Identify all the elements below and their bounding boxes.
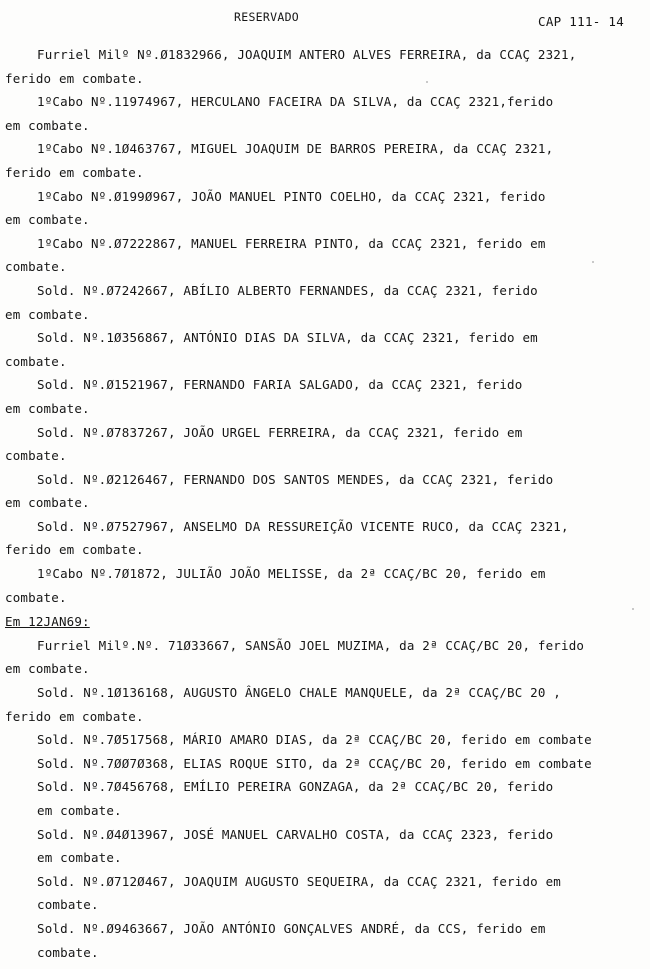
- document-body: [5, 43, 650, 964]
- entry-line: em combate.: [5, 306, 90, 322]
- entry-line: em combate.: [5, 212, 90, 228]
- entry-line: Sold. Nº.Ø2126467, FERNANDO DOS SANTOS MENDES, da CCAÇ 2321, ferido: [37, 471, 554, 487]
- entry-line: Sold. Nº.Ø4Ø13967, JOSÉ MANUEL CARVALHO COSTA, da CCAÇ 2323, ferido: [37, 826, 554, 842]
- paper-speck: [426, 81, 428, 83]
- entry-line: 1ºCabo Nº.Ø199Ø967, JOÃO MANUEL PINTO COELHO, da CCAÇ 2321, ferido: [37, 188, 546, 204]
- entry-line: Sold. Nº.7ØØ7Ø368, ELIAS ROQUE SITO, da 2ª CCAÇ/BC 20, ferido em combate: [37, 755, 592, 771]
- entry-line: ferido em combate.: [5, 708, 144, 724]
- entry-line: em combate.: [37, 803, 122, 818]
- entry-line: combate.: [5, 589, 67, 605]
- page-reference: CAP 111- 14: [538, 14, 625, 29]
- entry-line: combate.: [37, 944, 99, 960]
- entry-line: combate.: [5, 259, 67, 275]
- entry-line: Sold. Nº.7Ø456768, EMÍLIO PEREIRA GONZAGA, da 2ª CCAÇ/BC 20, ferido: [37, 779, 554, 795]
- entry-line: Sold. Nº.Ø7242667, ABÍLIO ALBERTO FERNANDES, da CCAÇ 2321, ferido: [37, 282, 538, 298]
- entry-line: 1ºCabo Nº.11974967, HERCULANO FACEIRA DA SILVA, da CCAÇ 2321,ferido: [37, 94, 554, 110]
- entry-line: ferido em combate.: [5, 164, 144, 180]
- entry-line: combate.: [5, 448, 67, 464]
- entry-line: em combate.: [5, 400, 90, 416]
- entry-line: ferido em combate.: [5, 542, 144, 558]
- entry-line: Sold. Nº.Ø9463667, JOÃO ANTÓNIO GONÇALVES ANDRÉ, da CCS, ferido em: [37, 920, 546, 936]
- classification-header: RESERVADO: [234, 10, 300, 24]
- entry-line: ferido em combate.: [5, 70, 144, 86]
- entry-line: Sold. Nº.1Ø356867, ANTÓNIO DIAS DA SILVA, da CCAÇ 2321, ferido em: [37, 330, 538, 346]
- entry-line: em combate.: [5, 495, 90, 511]
- entry-line: Sold. Nº.1Ø136168, AUGUSTO ÂNGELO CHALE MANQUELE, da 2ª CCAÇ/BC 20 ,: [37, 685, 561, 701]
- entry-line: Sold. Nº.Ø712Ø467, JOAQUIM AUGUSTO SEQUEIRA, da CCAÇ 2321, ferido em: [37, 873, 561, 889]
- entry-line: em combate.: [37, 850, 122, 866]
- entry-line: Sold. Nº.7Ø517568, MÁRIO AMARO DIAS, da 2ª CCAÇ/BC 20, ferido em combate: [37, 732, 592, 748]
- entry-line: Sold. Nº.Ø7837267, JOÃO URGEL FERREIRA, da CCAÇ 2321, ferido em: [37, 424, 523, 440]
- entry-line: combate.: [37, 897, 99, 913]
- entry-line: Furriel Milº.Nº. 71Ø33667, SANSÃO JOEL MUZIMA, da 2ª CCAÇ/BC 20, ferido: [37, 637, 585, 653]
- entry-line: Sold. Nº.Ø7527967, ANSELMO DA RESSUREIÇÃO VICENTE RUCO, da CCAÇ 2321,: [37, 518, 569, 534]
- entry-line: Furriel Milº Nº.Ø1832966, JOAQUIM ANTERO ALVES FERREIRA, da CCAÇ 2321,: [37, 47, 577, 62]
- date-heading: Em 12JAN69:: [5, 614, 90, 630]
- entry-line: 1ºCabo Nº.1Ø463767, MIGUEL JOAQUIM DE BARROS PEREIRA, da CCAÇ 2321,: [37, 141, 554, 157]
- entry-line: em combate.: [5, 661, 90, 677]
- paper-speck: [592, 261, 594, 263]
- paper-speck: [632, 608, 634, 610]
- entry-line: 1ºCabo Nº.Ø7222867, MANUEL FERREIRA PINTO, da CCAÇ 2321, ferido em: [37, 235, 546, 251]
- entry-line: combate.: [5, 353, 67, 369]
- entry-line: 1ºCabo Nº.7Ø1872, JULIÃO JOÃO MELISSE, da 2ª CCAÇ/BC 20, ferido em: [37, 566, 546, 582]
- entry-line: Sold. Nº.Ø1521967, FERNANDO FARIA SALGADO, da CCAÇ 2321, ferido: [37, 377, 523, 393]
- entry-line: em combate.: [5, 117, 90, 133]
